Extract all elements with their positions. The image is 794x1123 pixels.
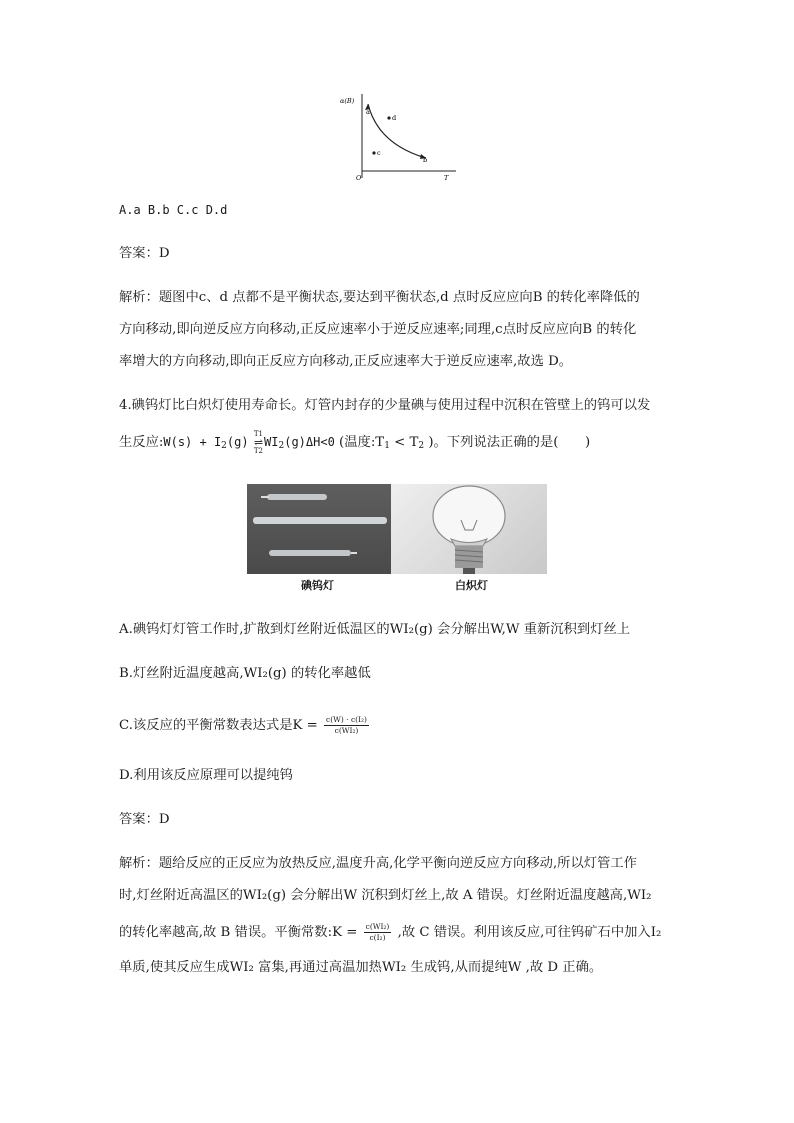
option-c-fraction: $\frac{\text{c(W) · c(I₂)}}{\text{c(WI₂)}}$: [326, 715, 367, 735]
iodine-tungsten-lamp-photo: [247, 484, 391, 574]
point-d-label: d: [392, 114, 397, 122]
q4-answer: 答案：D: [119, 812, 170, 827]
q3-analysis-line-2: 方向移动,即向逆反应方向移动,正反应速率小于逆反应速率;同理,c点时反应应向B 的转化: [119, 322, 637, 337]
q3-options: A.a B.b C.c D.d: [119, 203, 228, 217]
x-axis-label: T: [444, 174, 449, 182]
point-d: [387, 116, 390, 119]
q4-option-c: C.该反应的平衡常数表达式是K = $\frac{\text{c(W) · c(I₂)}}{\text{c(WI₂)}}$: [119, 715, 367, 735]
q3-analysis-line-1: 解析：题图中c、d 点都不是平衡状态,要达到平衡状态,d 点时反应应向B 的转化率降低的: [119, 290, 640, 305]
equilibrium-arrow: T1 ⇌ T2: [253, 430, 264, 455]
origin-label: O: [356, 174, 362, 182]
equilibrium-conversion-graph: [338, 92, 468, 184]
q4-stem-line-1: 4.碘钨灯比白炽灯使用寿命长。灯管内封存的少量碘与使用过程中沉积在管壁上的钨可以发: [119, 398, 651, 413]
q4-analysis-line-3: 的转化率越高,故 B 错误。平衡常数:K = $\frac{\text{c(WI₂)}}{\text{c(I₂)}}$ ,故 C 错误。利用该反应,可往钨矿石中加入I₂: [119, 922, 662, 942]
q4-option-b: B.灯丝附近温度越高,WI₂(g) 的转化率越低: [119, 666, 371, 681]
q4-analysis-line-1: 解析：题给反应的正反应为放热反应,温度升高,化学平衡向逆反应方向移动,所以灯管工作: [119, 856, 637, 871]
analysis-fraction: $\frac{\text{c(WI₂)}}{\text{c(I₂)}}$: [365, 922, 390, 942]
y-axis-label: α(B): [340, 97, 355, 105]
q4-analysis-line-4: 单质,使其反应生成WI₂ 富集,再通过高温加热WI₂ 生成钨,从而提纯W ,故 D 正确。: [119, 960, 603, 975]
point-b-label: b: [423, 156, 428, 164]
q4-analysis-line-2: 时,灯丝附近高温区的WI₂(g) 会分解出W 沉积到灯丝上,故 A 错误。灯丝附近温度越高,WI₂: [119, 888, 652, 903]
q3-analysis-line-3: 率增大的方向移动,即向正反应方向移动,正反应速率大于逆反应速率,故选 D。: [119, 354, 573, 369]
equation-left: W(s) + I: [163, 435, 222, 449]
q4-option-a: A.碘钨灯灯管工作时,扩散到灯丝附近低温区的WI₂(g) 会分解出W,W 重新沉积到灯丝上: [119, 622, 631, 637]
q4-option-d: D.利用该反应原理可以提纯钨: [119, 768, 293, 783]
photo-left-caption: 碘钨灯: [301, 579, 334, 592]
point-c-label: c: [377, 149, 381, 157]
q3-answer: 答案：D: [119, 246, 170, 261]
photo-right-caption: 白炽灯: [455, 579, 488, 592]
point-c: [372, 151, 375, 154]
incandescent-bulb-photo: [391, 484, 547, 574]
point-a-label: a: [366, 108, 370, 116]
q4-stem-line-2: 生反应:W(s) + $I_2(g)$ T1 ⇌ T2 $WI_2(g)\Delta H<0$ (温度$:T_1 < T_2$ )。下列说法正确的是( ): [119, 430, 591, 455]
